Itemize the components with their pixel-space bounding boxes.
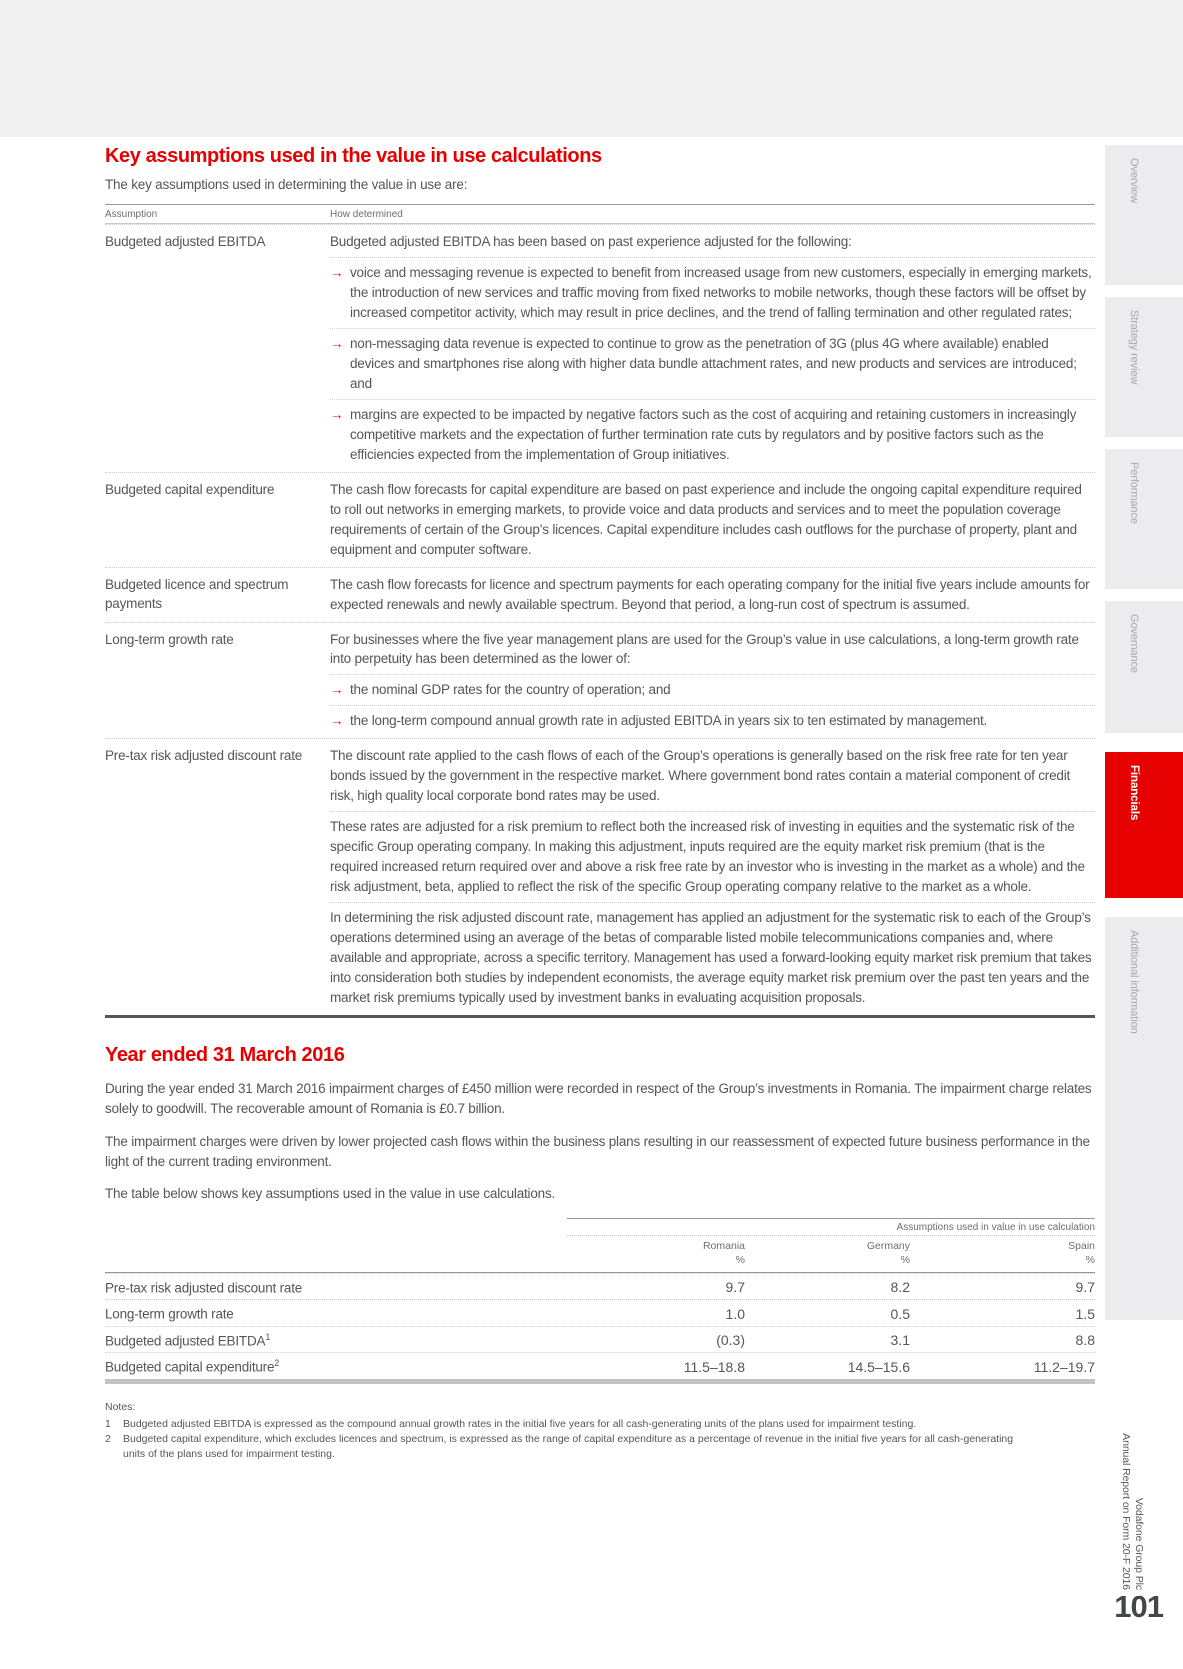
table-row	[105, 1273, 1095, 1300]
value-in-use-assumptions-table	[105, 1218, 1095, 1383]
sidebar-tab-label: Governance	[1128, 614, 1140, 673]
value-spain: 9.7	[1075, 1279, 1095, 1296]
header-spacer	[105, 1239, 565, 1267]
table-row	[105, 1352, 1095, 1379]
table-row	[105, 224, 1095, 472]
bullet-item	[330, 399, 1095, 470]
value-germany: 3.1	[890, 1332, 910, 1349]
how-determined-cell	[330, 570, 1095, 620]
row-label: Budgeted adjusted EBITDA$^1$	[105, 1331, 271, 1349]
brand-line-1: Vodafone Group Plc	[1133, 1497, 1145, 1590]
arrow-bullet-icon: →	[330, 713, 344, 729]
bullet-item	[330, 328, 1095, 399]
sidebar-tab-governance	[1105, 601, 1183, 733]
table-spanner-header: Assumptions used in value in use calculation	[567, 1218, 1095, 1236]
sidebar-tab-strategy-review	[1105, 297, 1183, 437]
section-title-year-ended: Year ended 31 March 2016	[105, 1044, 345, 1066]
table-row	[105, 472, 1095, 567]
bullet-text: the long-term compound annual growth rate in adjusted EBITDA in years six to ten estimated by management.	[350, 713, 988, 729]
sidebar-tab-additional-information	[1105, 917, 1183, 1320]
paragraph: The discount rate applied to the cash flows of each of the Group’s operations is generally based on the risk free rate for ten year bonds issued by the government in the respective market. Where government bond rates contain a material component of credit risk, high quality local corporate bond rates may be used.	[330, 748, 1071, 804]
table-row	[105, 622, 1095, 739]
value-germany: 8.2	[890, 1279, 910, 1296]
value-romania: (0.3)	[716, 1332, 745, 1349]
value-romania: 1.0	[725, 1305, 745, 1322]
footnote-marker: 1	[265, 1331, 271, 1342]
note-text: Budgeted adjusted EBITDA is expressed as the compound annual growth rates in the initial five years for all cash-generating units of the plans used for impairment testing.	[123, 1417, 917, 1430]
row-label: Pre-tax risk adjusted discount rate	[105, 1280, 303, 1296]
value-spain: 8.8	[1075, 1332, 1095, 1349]
row-label: Budgeted capital expenditure$^2$	[105, 1358, 280, 1375]
column-header-germany	[745, 1239, 910, 1267]
bullet-item	[330, 705, 1095, 736]
page-content	[105, 137, 1095, 1462]
note-item	[105, 1417, 1095, 1432]
column-header-romania	[565, 1239, 745, 1267]
sidebar-tab-label: Additional information	[1128, 930, 1140, 1034]
bullet-text: non-messaging data revenue is expected to continue to grow as the penetration of 3G (plus 4G where available) enabled devices and smartphones rise along with higher data bundle attachment rates, and new products and services are introduced; and	[350, 335, 1077, 391]
column-unit: %	[1085, 1254, 1095, 1267]
sidebar-tab-performance	[1105, 449, 1183, 589]
how-determined-cell	[330, 227, 1095, 470]
sidebar-tab-label: Overview	[1128, 158, 1140, 204]
how-determined-cell	[330, 475, 1095, 565]
assumption-label: Long-term growth rate	[105, 631, 234, 647]
sidebar-tab-label: Performance	[1128, 462, 1140, 524]
row-label: Long-term growth rate	[105, 1306, 234, 1322]
paragraph: The table below shows key assumptions used in the value in use calculations.	[105, 1186, 556, 1201]
report-brand-vertical-text	[1119, 1403, 1145, 1590]
assumption-label: Budgeted capital expenditure	[105, 481, 275, 497]
column-name: Romania	[702, 1240, 745, 1253]
footnote-marker: 2	[274, 1358, 280, 1369]
value-romania: 11.5–18.8	[683, 1358, 745, 1375]
note-item	[105, 1432, 1095, 1462]
sidebar-tab-label: Strategy review	[1128, 310, 1140, 385]
paragraph: During the year ended 31 March 2016 impairment charges of £450 million were recorded in respect of the Group’s investments in Romania. The impairment charge relates solely to goodwill. The recoverable amount of Romania is £0.7 billion.	[105, 1081, 1092, 1117]
column-name: Germany	[866, 1240, 910, 1253]
paragraph: The cash flow forecasts for capital expenditure are based on past experience and include the ongoing capital expenditure required to roll out networks in emerging markets, to provide voice and data products and services and to meet the population coverage requirements of certain of the Group’s licences. Capital expenditure includes cash outflows for the purchase of property, plant and equipment and computer software.	[330, 481, 1082, 557]
assumption-label: Budgeted adjusted EBITDA	[105, 234, 266, 249]
value-spain: 1.5	[1075, 1305, 1095, 1322]
table-row	[105, 738, 1095, 1015]
arrow-bullet-icon: →	[330, 406, 344, 422]
notes-block	[105, 1400, 1095, 1463]
page-top-margin	[0, 0, 1183, 137]
bullet-text: the nominal GDP rates for the country of operation; and	[350, 682, 671, 698]
page-number: 101	[1114, 1589, 1163, 1624]
note-number: 2	[105, 1433, 111, 1446]
bullet-text: voice and messaging revenue is expected to benefit from increased usage from new customers, especially in emerging markets, the introduction of new services and traffic moving from fixed networks to mobile networks, though these factors will be offset by increased competitor activity, which may result in price declines, and the trend of falling termination and other regulated rates;	[350, 264, 1092, 320]
column-header-how-determined: How determined	[330, 209, 403, 220]
sidebar-tab-financials-active	[1105, 752, 1183, 898]
column-unit: %	[900, 1254, 910, 1267]
table-header-row	[105, 1236, 1095, 1272]
bullet-item	[330, 257, 1095, 328]
paragraph: For businesses where the five year management plans are used for the Group’s value in use calculations, a long-term growth rate into perpetuity has been determined as the lower of:	[330, 631, 1079, 667]
column-unit: %	[735, 1254, 745, 1267]
bullet-text: margins are expected to be impacted by negative factors such as the cost of acquiring and retaining customers in increasingly competitive markets and the expectation of further termination rate cuts by regulators and by positive factors such as the efficiencies expected from the implementation of Group initiatives.	[350, 406, 1077, 462]
column-name: Spain	[1068, 1240, 1095, 1253]
intro-text: The key assumptions used in determining the value in use are:	[105, 177, 468, 192]
table-row	[105, 1299, 1095, 1326]
assumption-label: Pre-tax risk adjusted discount rate	[105, 748, 303, 764]
note-text: Budgeted capital expenditure, which excludes licences and spectrum, is expressed as the range of capital expenditure as a percentage of revenue in the initial five years for all cash-generating units of the plans used for impairment testing.	[123, 1433, 1014, 1461]
paragraph: Budgeted adjusted EBITDA has been based on past experience adjusted for the following:	[330, 234, 852, 249]
arrow-bullet-icon: →	[330, 335, 344, 351]
table-header-row	[105, 204, 1095, 224]
sidebar-tab-label: Financials	[1128, 765, 1140, 821]
brand-line-2: Annual Report on Form 20-F 2016	[1120, 1433, 1132, 1590]
value-romania: 9.7	[725, 1279, 745, 1296]
table-row	[105, 567, 1095, 622]
paragraph: These rates are adjusted for a risk premium to reflect both the increased risk of investing in equities and the systematic risk of the specific Group operating company. In making this adjustment, inputs required are the equity market risk premium (that is the required increased return required over and above a risk free rate by an investor who is investing in the market as a whole) and the risk adjustment, beta, applied to reflect the risk of the specific Group operating company relative to the market as a whole.	[330, 811, 1095, 902]
column-header-spain	[910, 1239, 1095, 1267]
assumptions-definition-table	[105, 204, 1095, 1018]
paragraph: The cash flow forecasts for licence and spectrum payments for each operating company for the initial five years include amounts for expected renewals and newly available spectrum. Beyond that period, a long-run cost of spectrum is assumed.	[330, 576, 1090, 612]
arrow-bullet-icon: →	[330, 264, 344, 280]
value-spain: 11.2–19.7	[1033, 1358, 1095, 1375]
table-row	[105, 1326, 1095, 1353]
column-header-assumption: Assumption	[105, 209, 158, 220]
section-title-key-assumptions: Key assumptions used in the value in use calculations	[105, 145, 602, 167]
assumption-label: Budgeted licence and spectrum payments	[105, 576, 289, 612]
notes-heading: Notes:	[105, 1400, 136, 1413]
how-determined-cell	[330, 625, 1095, 737]
paragraph: The impairment charges were driven by lower projected cash flows within the business plans resulting in our reassessment of expected future business performance in the light of the current trading environment.	[105, 1133, 1090, 1169]
bullet-item	[330, 674, 1095, 705]
arrow-bullet-icon: →	[330, 682, 344, 698]
note-number: 1	[105, 1417, 111, 1430]
value-germany: 14.5–15.6	[847, 1358, 910, 1375]
value-germany: 0.5	[890, 1305, 910, 1322]
sidebar-tab-overview	[1105, 145, 1183, 285]
how-determined-cell	[330, 741, 1095, 1013]
paragraph: In determining the risk adjusted discount rate, management has applied an adjustment for the systematic risk to each of the Group’s operations determined using an average of the betas of comparable listed mobile telecommunications companies and, where available and appropriate, across a specific territory. Management has used a forward-looking equity market risk premium that takes into consideration both studies by independent economists, the average equity market risk premium over the past ten years and the market risk premiums typically used by investment banks in evaluating acquisition proposals.	[330, 902, 1095, 1013]
